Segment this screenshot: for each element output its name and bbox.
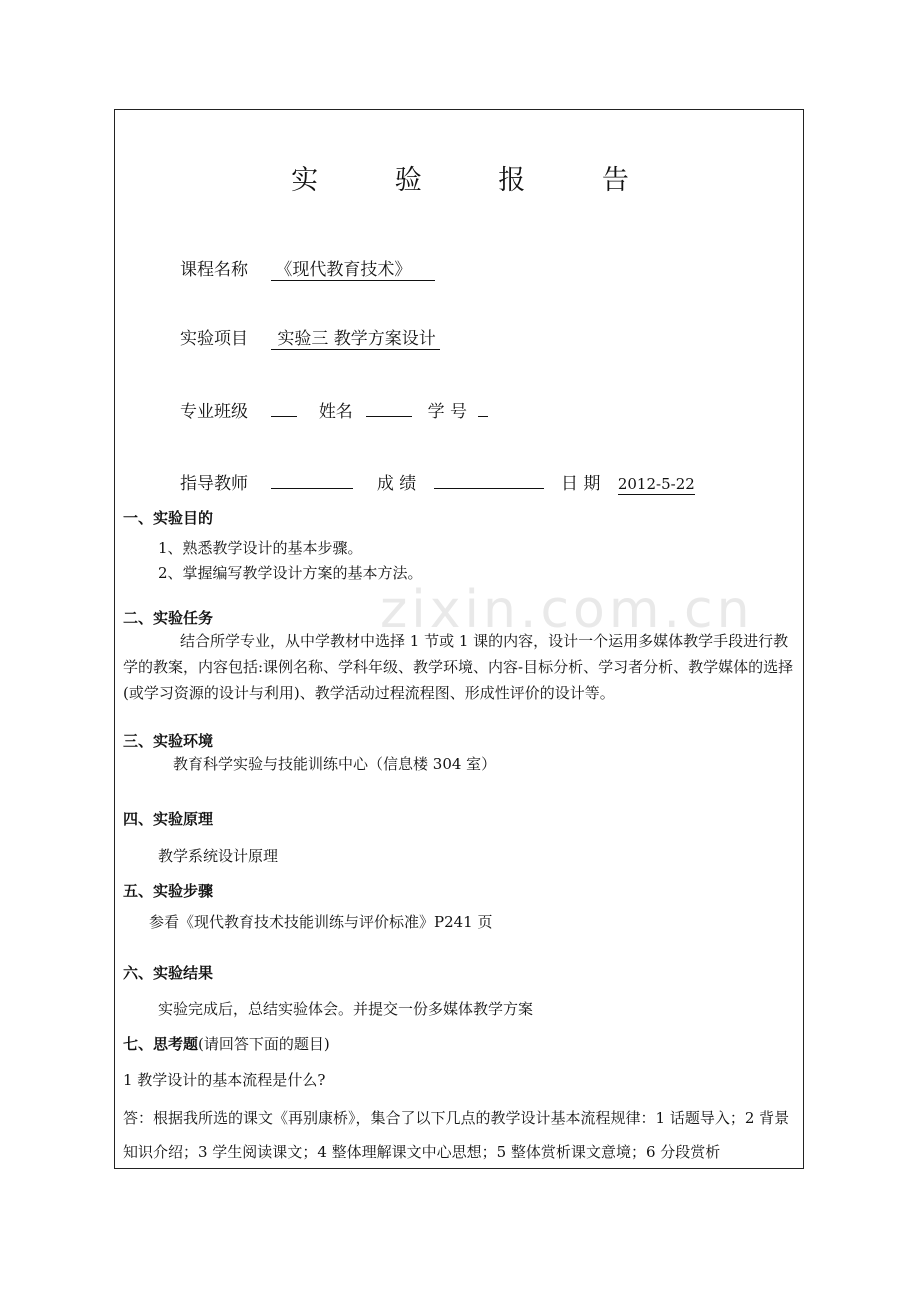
purpose-item-1: 1、熟悉教学设计的基本步骤。 (158, 539, 363, 557)
section-questions-heading-row (123, 1033, 330, 1054)
section-task-heading: 二、实验任务 (123, 609, 214, 627)
section-steps-heading: 五、实验步骤 (123, 882, 214, 900)
section-principle-heading: 四、实验原理 (123, 810, 214, 828)
watermark: zixin.com.cn (380, 580, 754, 640)
teacher-row (180, 469, 695, 495)
class-row (180, 397, 488, 422)
course-row (180, 255, 435, 281)
section-result-heading: 六、实验结果 (123, 964, 214, 982)
purpose-item-2: 2、掌握编写教学设计方案的基本方法。 (158, 564, 423, 582)
date-label: 日 期 (561, 474, 601, 494)
teacher-blank (271, 488, 353, 489)
env-text: 教育科学实验与技能训练中心（信息楼 304 室） (173, 755, 497, 773)
date-value: 2012-5-22 (617, 475, 695, 493)
major-blank (271, 416, 297, 417)
student-id-label: 学 号 (427, 402, 468, 422)
report-frame (114, 109, 804, 1169)
project-value: 实验三 教学方案设计 (271, 329, 439, 350)
teacher-label: 指导教师 (180, 474, 248, 494)
course-label: 课程名称 (180, 260, 248, 280)
answer-text: 答：根据我所选的课文《再别康桥》，集合了以下几点的教学设计基本流程规律：1 话题导入；2 背景知识介绍；3 学生阅读课文；4 整体理解课文中心思想；5 整体赏析课文意境；6 分段赏析 (123, 1109, 790, 1161)
steps-text: 参看《现代教育技术技能训练与评价标准》P241 页 (149, 913, 493, 931)
report-title: 实 验 报 告 (291, 165, 663, 196)
student-id-blank (478, 416, 488, 417)
name-label: 姓名 (318, 402, 353, 422)
section-questions-heading: 七、思考题 (123, 1035, 199, 1053)
questions-heading-note: (请回答下面的题目) (198, 1035, 330, 1053)
score-label: 成 绩 (376, 474, 417, 494)
major-label: 专业班级 (180, 402, 248, 422)
question-1: 1 教学设计的基本流程是什么? (123, 1071, 326, 1089)
principle-text: 教学系统设计原理 (158, 847, 279, 865)
task-text: 结合所学专业，从中学教材中选择 1 节或 1 课的内容，设计一个运用多媒体教学手段进行教学的教案，内容包括:课例名称、学科年级、教学环境、内容-目标分析、学习者分析、教学媒体的选择(或学习资源的设计与利用)、教学活动过程流程图、形成性评价的设计等。 (123, 632, 794, 702)
score-blank (434, 488, 544, 489)
section-purpose-heading: 一、实验目的 (123, 509, 214, 527)
project-row (180, 324, 440, 350)
name-blank (366, 416, 412, 417)
course-value: 《现代教育技术》 (271, 260, 435, 281)
result-text: 实验完成后，总结实验体会。并提交一份多媒体教学方案 (158, 1000, 534, 1018)
project-label: 实验项目 (180, 329, 248, 349)
section-env-heading: 三、实验环境 (123, 732, 214, 750)
